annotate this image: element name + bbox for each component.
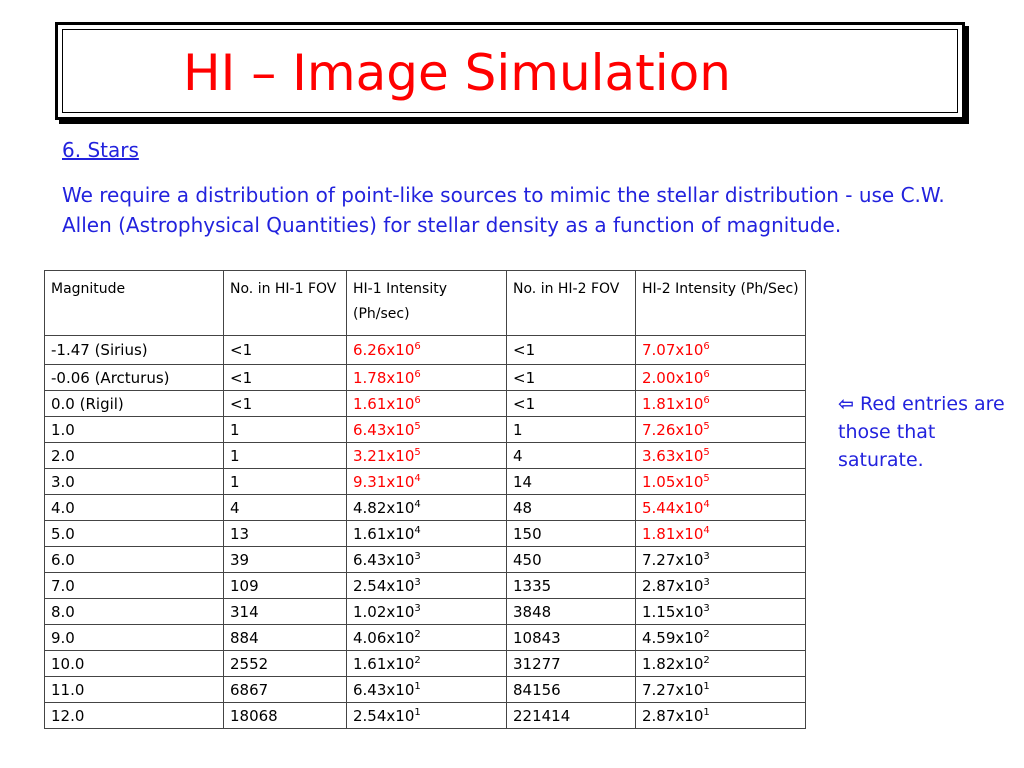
header-hi1-intensity: HI-1 Intensity (Ph/sec) <box>347 271 507 336</box>
cell-hi1-intensity <box>347 417 507 443</box>
cell-hi1-count: 884 <box>224 625 347 651</box>
cell-hi1-count: 1 <box>224 443 347 469</box>
cell-magnitude: 2.0 <box>45 443 224 469</box>
cell-hi2-intensity-exponent: 5 <box>703 420 710 432</box>
table-row <box>45 599 806 625</box>
cell-hi1-intensity-mantissa: 4.06x10 <box>353 628 415 647</box>
cell-hi2-intensity-mantissa: 5.44x10 <box>642 498 704 517</box>
cell-hi1-count: 4 <box>224 495 347 521</box>
saturation-note <box>838 390 1018 474</box>
cell-hi1-intensity-exponent: 2 <box>414 628 421 640</box>
cell-hi2-intensity <box>636 599 806 625</box>
table-row <box>45 365 806 391</box>
cell-hi1-intensity <box>347 573 507 599</box>
cell-hi1-intensity-mantissa: 1.61x10 <box>353 654 415 673</box>
cell-hi2-intensity-mantissa: 1.15x10 <box>642 602 704 621</box>
cell-magnitude: 4.0 <box>45 495 224 521</box>
cell-hi1-intensity-mantissa: 6.43x10 <box>353 680 415 699</box>
cell-hi2-intensity-exponent: 5 <box>703 446 710 458</box>
cell-hi2-intensity-mantissa: 7.07x10 <box>642 341 704 359</box>
cell-hi1-intensity-mantissa: 2.54x10 <box>353 706 415 725</box>
cell-hi1-intensity <box>347 495 507 521</box>
cell-hi1-intensity-exponent: 3 <box>414 550 421 562</box>
cell-hi2-count: 1 <box>507 417 636 443</box>
cell-hi2-intensity-exponent: 1 <box>703 706 710 718</box>
cell-hi1-intensity <box>347 521 507 547</box>
cell-hi2-count: 31277 <box>507 651 636 677</box>
cell-hi2-intensity-exponent: 4 <box>703 498 710 510</box>
cell-hi1-intensity <box>347 547 507 573</box>
table-row <box>45 703 806 729</box>
cell-hi1-count: <1 <box>224 336 347 365</box>
table-row <box>45 391 806 417</box>
section-heading: 6. Stars <box>62 138 139 162</box>
cell-hi2-intensity-exponent: 2 <box>703 654 710 666</box>
table-row <box>45 573 806 599</box>
page-title: HI – Image Simulation <box>183 44 731 102</box>
table-row <box>45 417 806 443</box>
intro-paragraph: We require a distribution of point-like sources to mimic the stellar distribution - use C.W. Allen (Astrophysical Quantities) for stellar density as a function of magnitude. <box>62 183 945 237</box>
cell-hi1-intensity-exponent: 6 <box>414 394 421 406</box>
cell-hi2-intensity-exponent: 4 <box>703 524 710 536</box>
cell-hi1-intensity-exponent: 4 <box>414 498 421 510</box>
cell-hi2-intensity-exponent: 1 <box>703 680 710 692</box>
cell-hi1-intensity-exponent: 6 <box>414 341 421 352</box>
cell-hi1-intensity-mantissa: 1.61x10 <box>353 524 415 543</box>
cell-hi2-intensity-mantissa: 1.81x10 <box>642 394 704 413</box>
cell-hi1-intensity-exponent: 1 <box>414 706 421 718</box>
table-row <box>45 443 806 469</box>
cell-magnitude: 10.0 <box>45 651 224 677</box>
cell-hi1-count: 314 <box>224 599 347 625</box>
cell-hi1-intensity-mantissa: 6.43x10 <box>353 550 415 569</box>
cell-hi1-intensity-mantissa: 4.82x10 <box>353 498 415 517</box>
cell-hi2-count: 48 <box>507 495 636 521</box>
cell-magnitude: 1.0 <box>45 417 224 443</box>
cell-magnitude: 0.0 (Rigil) <box>45 391 224 417</box>
cell-hi2-intensity <box>636 365 806 391</box>
cell-hi2-count: 4 <box>507 443 636 469</box>
cell-hi1-count: 13 <box>224 521 347 547</box>
header-hi2-count: No. in HI-2 FOV <box>507 271 636 336</box>
cell-hi2-intensity-exponent: 3 <box>703 576 710 588</box>
cell-hi2-intensity <box>636 521 806 547</box>
cell-hi1-intensity <box>347 677 507 703</box>
cell-magnitude: -0.06 (Arcturus) <box>45 365 224 391</box>
cell-hi2-intensity-mantissa: 2.00x10 <box>642 368 704 387</box>
header-magnitude: Magnitude <box>45 271 224 336</box>
cell-hi1-count: <1 <box>224 365 347 391</box>
cell-hi1-intensity-exponent: 1 <box>414 680 421 692</box>
cell-hi1-intensity-mantissa: 9.31x10 <box>353 472 415 491</box>
cell-magnitude: 12.0 <box>45 703 224 729</box>
cell-hi1-count: 6867 <box>224 677 347 703</box>
cell-hi1-intensity-exponent: 5 <box>414 420 421 432</box>
cell-hi2-intensity-mantissa: 1.81x10 <box>642 524 704 543</box>
cell-hi1-intensity <box>347 469 507 495</box>
cell-hi1-intensity-mantissa: 3.21x10 <box>353 446 415 465</box>
cell-hi1-count: 39 <box>224 547 347 573</box>
cell-hi1-intensity-exponent: 6 <box>414 368 421 380</box>
cell-hi2-count: 150 <box>507 521 636 547</box>
cell-hi1-intensity-exponent: 3 <box>414 602 421 614</box>
title-box <box>55 22 965 120</box>
cell-hi2-intensity <box>636 677 806 703</box>
cell-magnitude: 6.0 <box>45 547 224 573</box>
cell-hi1-intensity <box>347 365 507 391</box>
cell-hi2-count: <1 <box>507 336 636 365</box>
cell-hi2-intensity-exponent: 2 <box>703 628 710 640</box>
table-row <box>45 547 806 573</box>
cell-hi2-intensity-exponent: 6 <box>703 394 710 406</box>
saturation-note-text: Red entries are those that saturate. <box>838 393 1005 471</box>
cell-hi2-count: <1 <box>507 365 636 391</box>
cell-hi2-intensity <box>636 495 806 521</box>
cell-hi2-intensity <box>636 391 806 417</box>
cell-hi1-intensity <box>347 703 507 729</box>
star-table <box>44 270 806 729</box>
cell-hi2-intensity-mantissa: 2.87x10 <box>642 706 704 725</box>
cell-hi1-count: <1 <box>224 391 347 417</box>
cell-hi1-intensity-exponent: 3 <box>414 576 421 588</box>
cell-hi1-count: 2552 <box>224 651 347 677</box>
cell-hi1-intensity-mantissa: 2.54x10 <box>353 576 415 595</box>
cell-hi2-intensity <box>636 443 806 469</box>
cell-hi1-intensity-exponent: 4 <box>414 524 421 536</box>
cell-hi1-intensity-exponent: 5 <box>414 446 421 458</box>
cell-hi1-intensity <box>347 443 507 469</box>
cell-hi2-intensity-mantissa: 7.26x10 <box>642 420 704 439</box>
cell-hi2-count: 221414 <box>507 703 636 729</box>
cell-hi2-intensity-mantissa: 4.59x10 <box>642 628 704 647</box>
cell-hi2-intensity-mantissa: 1.05x10 <box>642 472 704 491</box>
cell-hi2-intensity <box>636 625 806 651</box>
table-row <box>45 677 806 703</box>
cell-hi2-intensity-exponent: 3 <box>703 602 710 614</box>
cell-hi2-count: 84156 <box>507 677 636 703</box>
cell-hi1-intensity <box>347 625 507 651</box>
table-row <box>45 625 806 651</box>
cell-hi2-intensity <box>636 417 806 443</box>
table-row <box>45 336 806 365</box>
cell-hi2-intensity <box>636 547 806 573</box>
cell-hi1-intensity-mantissa: 6.43x10 <box>353 420 415 439</box>
cell-hi2-count: 10843 <box>507 625 636 651</box>
cell-magnitude: 7.0 <box>45 573 224 599</box>
table-row <box>45 469 806 495</box>
star-table-body <box>45 271 806 729</box>
cell-hi2-count: 1335 <box>507 573 636 599</box>
header-hi2-intensity: HI-2 Intensity (Ph/Sec) <box>636 271 806 336</box>
header-hi1-count: No. in HI-1 FOV <box>224 271 347 336</box>
cell-hi2-intensity-exponent: 6 <box>703 341 710 352</box>
cell-hi1-intensity-mantissa: 1.78x10 <box>353 368 415 387</box>
cell-hi1-intensity <box>347 336 507 365</box>
cell-hi2-intensity <box>636 573 806 599</box>
table-row <box>45 521 806 547</box>
cell-hi2-intensity-mantissa: 1.82x10 <box>642 654 704 673</box>
cell-hi1-intensity <box>347 391 507 417</box>
cell-hi1-count: 109 <box>224 573 347 599</box>
cell-hi2-count: <1 <box>507 391 636 417</box>
cell-hi1-intensity-mantissa: 1.61x10 <box>353 394 415 413</box>
cell-magnitude: -1.47 (Sirius) <box>45 336 224 365</box>
cell-hi2-intensity <box>636 469 806 495</box>
cell-hi2-intensity-mantissa: 3.63x10 <box>642 446 704 465</box>
table-row <box>45 651 806 677</box>
table-row <box>45 495 806 521</box>
cell-hi2-intensity-exponent: 3 <box>703 550 710 562</box>
cell-magnitude: 3.0 <box>45 469 224 495</box>
cell-hi2-count: 14 <box>507 469 636 495</box>
cell-hi2-intensity-exponent: 5 <box>703 472 710 484</box>
cell-magnitude: 5.0 <box>45 521 224 547</box>
cell-hi1-count: 1 <box>224 469 347 495</box>
cell-hi2-count: 450 <box>507 547 636 573</box>
cell-hi2-intensity <box>636 651 806 677</box>
cell-hi2-intensity-mantissa: 2.87x10 <box>642 576 704 595</box>
cell-hi1-intensity <box>347 599 507 625</box>
cell-hi2-intensity <box>636 703 806 729</box>
cell-hi1-count: 1 <box>224 417 347 443</box>
cell-hi2-intensity <box>636 336 806 365</box>
cell-hi1-intensity <box>347 651 507 677</box>
cell-hi2-intensity-mantissa: 7.27x10 <box>642 550 704 569</box>
cell-hi1-intensity-mantissa: 1.02x10 <box>353 602 415 621</box>
cell-hi2-count: 3848 <box>507 599 636 625</box>
cell-hi2-intensity-mantissa: 7.27x10 <box>642 680 704 699</box>
cell-magnitude: 8.0 <box>45 599 224 625</box>
cell-hi1-intensity-exponent: 2 <box>414 654 421 666</box>
table-header-row <box>45 271 806 336</box>
cell-hi2-intensity-exponent: 6 <box>703 368 710 380</box>
cell-hi1-intensity-mantissa: 6.26x10 <box>353 341 415 359</box>
arrow-left-icon: ⇦ <box>838 393 854 415</box>
cell-hi1-count: 18068 <box>224 703 347 729</box>
cell-hi1-intensity-exponent: 4 <box>414 472 421 484</box>
cell-magnitude: 9.0 <box>45 625 224 651</box>
cell-magnitude: 11.0 <box>45 677 224 703</box>
